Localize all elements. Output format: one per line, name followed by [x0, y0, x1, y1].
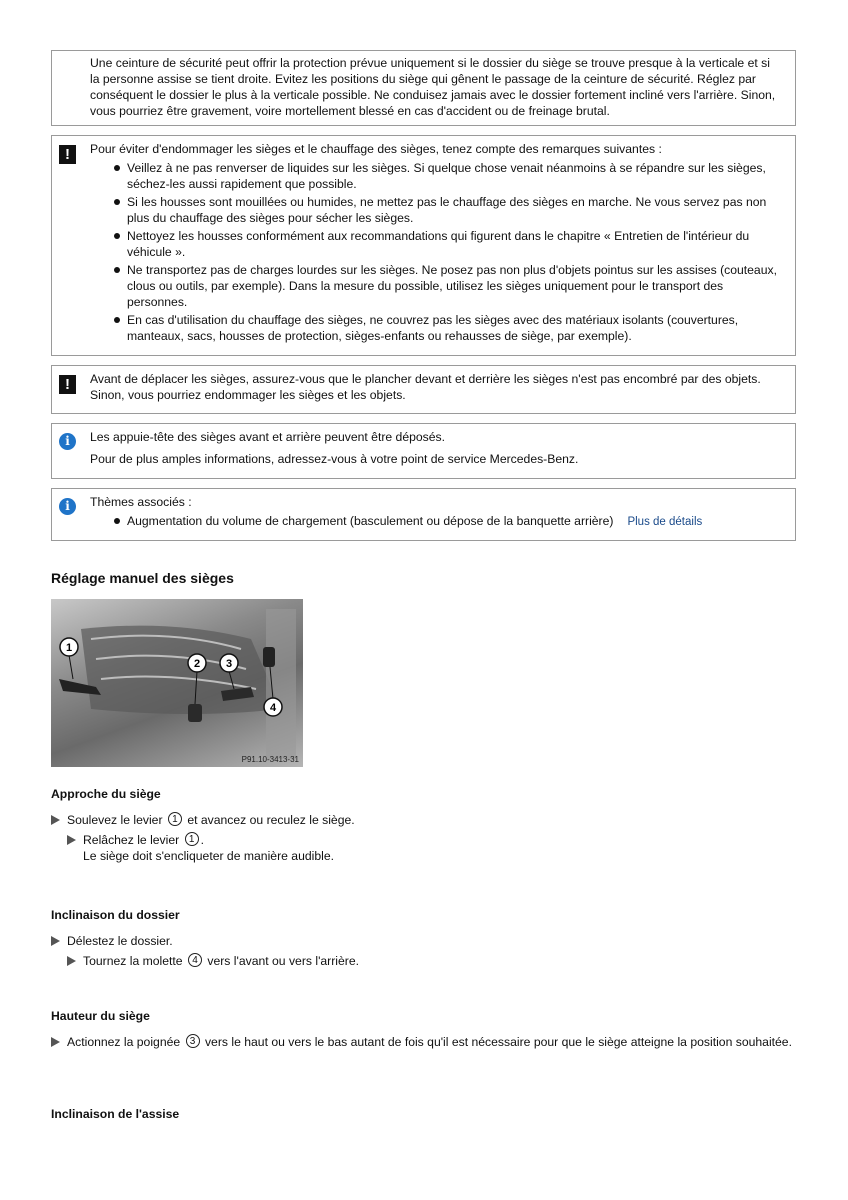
steps-hauteur: [51, 1034, 796, 1050]
play-arrow-icon: [67, 956, 76, 966]
more-details-link[interactable]: Plus de détails: [627, 516, 703, 528]
exclamation-icon: !: [59, 145, 76, 164]
step-text: Délestez le dossier.: [67, 934, 173, 948]
number-1-icon: 1: [168, 812, 182, 826]
image-caption: P91.10-3413-31: [241, 755, 299, 764]
step-text: .: [200, 833, 204, 847]
list-item: [127, 513, 781, 530]
caution-list: [90, 160, 781, 344]
exclamation-icon: !: [59, 375, 76, 394]
play-arrow-icon: [51, 1037, 60, 1047]
step-text: Soulevez le levier: [67, 813, 163, 827]
play-arrow-icon: [67, 835, 76, 845]
info-icon: i: [59, 498, 76, 515]
list-item: En cas d'utilisation du chauffage des sièges, ne couvrez pas les sièges avec des matériaux isolants (couvertures, manteaux, sacs, housses de protection, sièges-enfants ou rehausses de siège, par exemple).: [127, 312, 781, 344]
related-item: Augmentation du volume de chargement (basculement ou dépose de la banquette arrière): [127, 514, 614, 528]
info-box-related: [51, 488, 796, 541]
list-item: Ne transportez pas de charges lourdes sur les sièges. Ne posez pas non plus d'objets pointus sur les assises (couteaux, clous ou outils, par exemple). Dans la mesure du possible, utilisez les sièges uniquement pour le transport des personnes.: [127, 262, 781, 310]
related-title: Thèmes associés :: [90, 495, 192, 509]
callout-label: 1: [65, 642, 73, 654]
step-text: Actionnez la poignée: [67, 1035, 181, 1049]
step-text: Relâchez le levier: [83, 833, 180, 847]
step-line: [51, 812, 796, 828]
caution-text: Avant de déplacer les sièges, assurez-vous que le plancher devant et derrière les sièges n'est pas encombré par des objets. Sinon, vous pourriez endommager les sièges et les objets.: [90, 372, 761, 402]
list-item: Nettoyez les housses conformément aux recommandations qui figurent dans le chapitre « Entretien de l'intérieur du véhicule ».: [127, 228, 781, 260]
seat-illustration: [51, 599, 303, 767]
info-icon: i: [59, 433, 76, 450]
subsection-title-dossier: Inclinaison du dossier: [51, 908, 180, 922]
seat-image: [51, 599, 303, 767]
warning-text: Une ceinture de sécurité peut offrir la protection prévue uniquement si le dossier du siège se trouve presque à la verticale et si la personne assise se tient droite. Evitez les positions du siège qui gênent le passage de la ceinture de sécurité. Réglez par conséquent le dossier le plus à la verticale possible. Ne conduisez jamais avec le dossier fortement incliné vers l'arrière. Sinon, vous pourriez être gravement, voire mortellement blessé en cas d'accident ou de freinage brutal.: [90, 56, 776, 118]
play-arrow-icon: [51, 815, 60, 825]
callout-label: 4: [269, 702, 277, 714]
step-text: et avancez ou reculez le siège.: [187, 813, 355, 827]
play-arrow-icon: [51, 936, 60, 946]
subsection-title-assise: Inclinaison de l'assise: [51, 1107, 180, 1121]
step-line: [67, 832, 796, 848]
list-item: Veillez à ne pas renverser de liquides sur les sièges. Si quelque chose venait néanmoins à se répandre sur les sièges, séchez-les aussi rapidement que possible.: [127, 160, 781, 192]
info-line: Les appuie-tête des sièges avant et arrière peuvent être déposés.: [90, 430, 446, 444]
steps-dossier: [51, 933, 796, 969]
callout-label: 3: [225, 658, 233, 670]
steps-approche: [51, 812, 796, 864]
caution-intro: Pour éviter d'endommager les sièges et le chauffage des sièges, tenez compte des remarques suivantes :: [90, 142, 662, 156]
caution-box-seat-damage: [51, 135, 796, 356]
step-text: vers l'avant ou vers l'arrière.: [207, 954, 360, 968]
info-box-headrests: [51, 423, 796, 479]
related-list: [90, 513, 781, 530]
step-line: [51, 933, 796, 949]
list-item: Si les housses sont mouillées ou humides, ne mettez pas le chauffage des sièges en marche. Ne vous servez pas non plus du chauffage des sièges pour sécher les sièges.: [127, 194, 781, 226]
warning-box-seatbelt: [51, 50, 796, 126]
number-4-icon: 4: [188, 953, 202, 967]
step-line: [51, 1034, 796, 1050]
info-line: Pour de plus amples informations, adressez-vous à votre point de service Mercedes-Benz.: [90, 452, 579, 466]
step-text: vers le haut ou vers le bas autant de fois qu'il est nécessaire pour que le siège atteigne la position souhaitée.: [204, 1035, 792, 1049]
number-1-icon: 1: [185, 832, 199, 846]
subsection-title-approche: Approche du siège: [51, 787, 161, 801]
step-text: Tournez la molette: [83, 954, 183, 968]
step-result: Le siège doit s'encliqueter de manière audible.: [83, 849, 334, 863]
caution-box-floor: [51, 365, 796, 414]
step-line: [67, 953, 796, 969]
callout-label: 2: [193, 658, 201, 670]
number-3-icon: 3: [186, 1034, 200, 1048]
section-title: Réglage manuel des sièges: [51, 570, 234, 586]
subsection-title-hauteur: Hauteur du siège: [51, 1009, 150, 1023]
